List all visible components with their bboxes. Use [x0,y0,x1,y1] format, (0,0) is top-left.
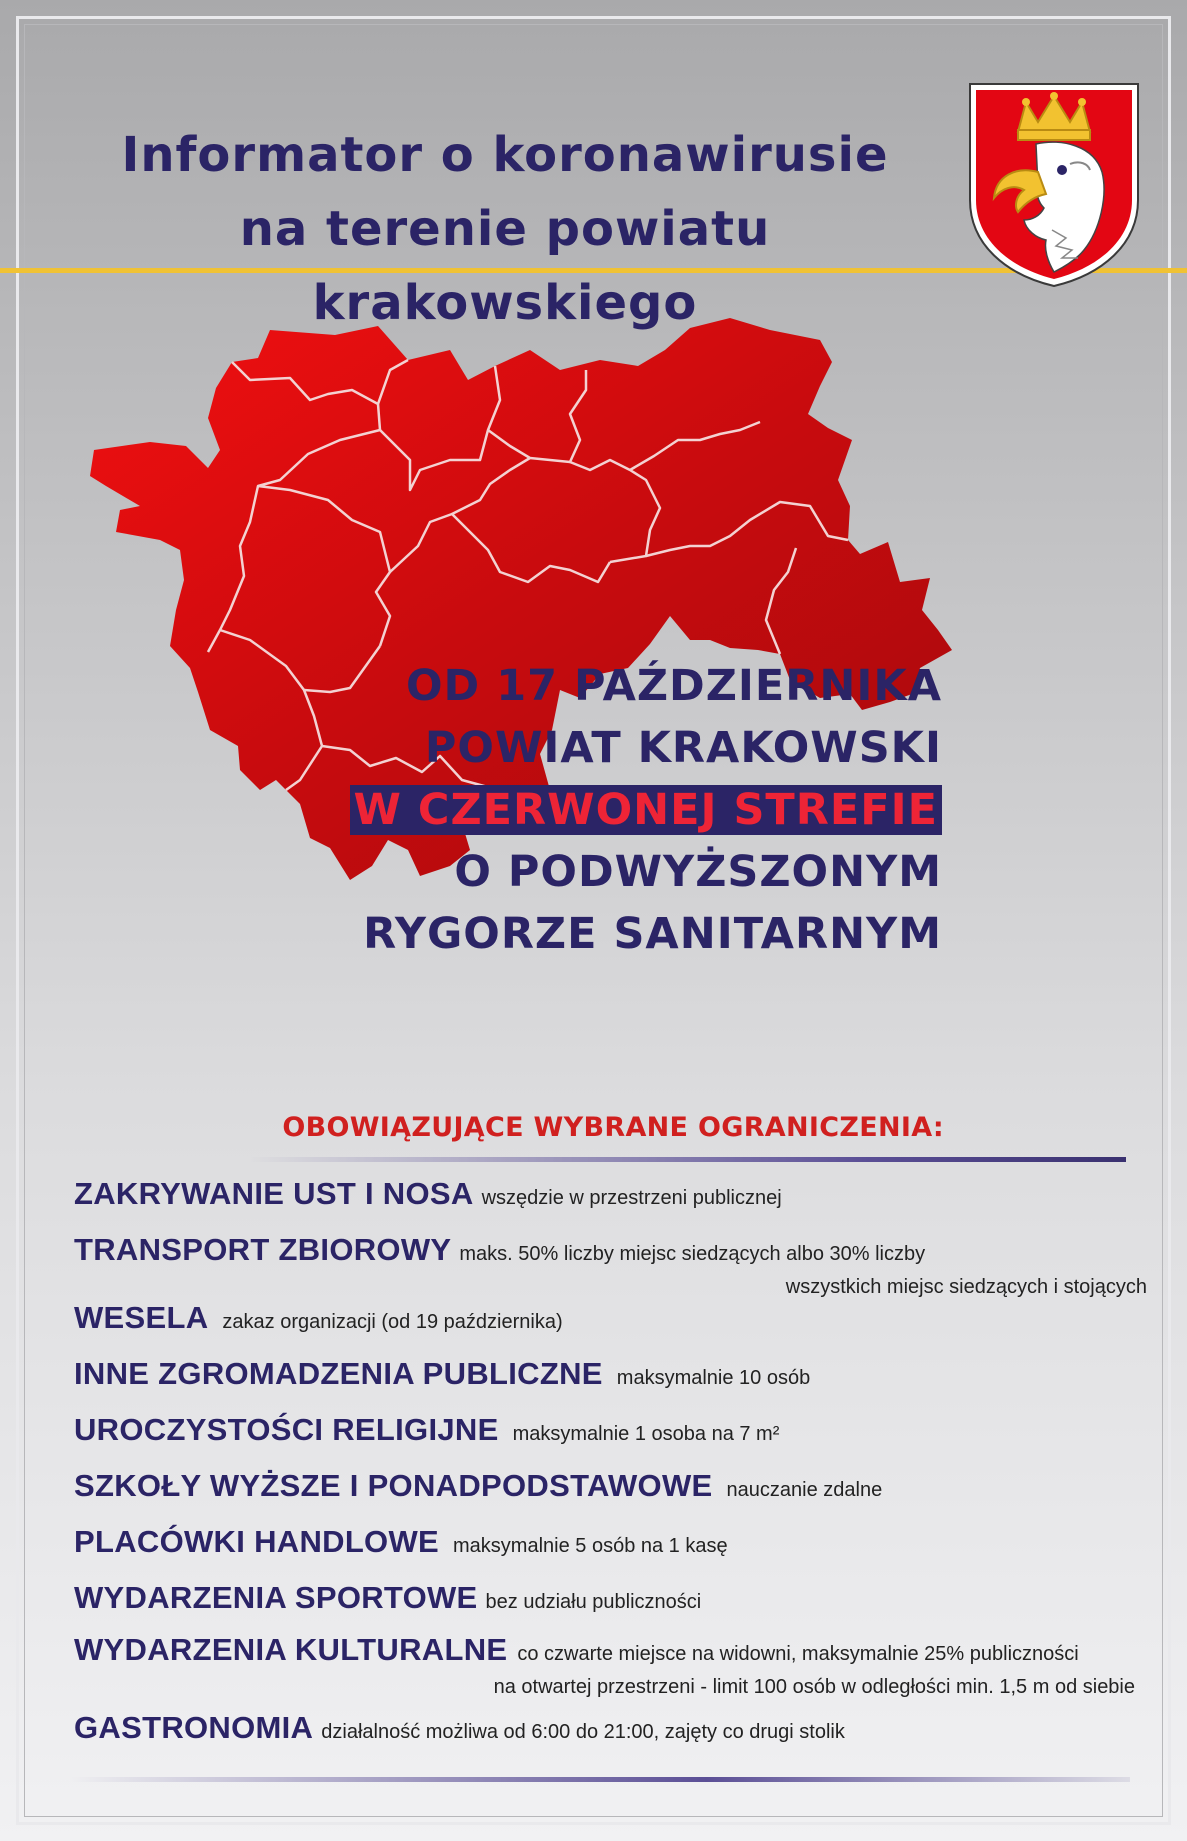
rule-name: WYDARZENIA KULTURALNE [74,1632,508,1667]
headline-line-5: RYGORZE SANITARNYM [363,909,942,959]
rule-name: INNE ZGROMADZENIA PUBLICZNE [74,1356,603,1391]
rule-name: TRANSPORT ZBIOROWY [74,1232,452,1267]
rule-public-transport [74,1232,925,1268]
rule-weddings [74,1300,563,1336]
rule-public-gatherings [74,1356,810,1392]
headline-highlight: W CZERWONEJ STREFIE [350,785,942,835]
rule-description: zakaz organizacji (od 19 października) [222,1311,563,1333]
rule-religious-ceremonies [74,1412,779,1448]
headline-line-2: POWIAT KRAKOWSKI [424,723,942,773]
poster-title [55,118,955,340]
rule-name: GASTRONOMIA [74,1710,314,1745]
rule-cultural-events [74,1632,1079,1668]
rule-description: działalność możliwa od 6:00 do 21:00, zajęty co drugi stolik [321,1721,845,1743]
rule-name: UROCZYSTOŚCI RELIGIJNE [74,1412,499,1447]
rule-description: maksymalnie 10 osób [616,1367,811,1389]
headline-line-1: OD 17 PAŹDZIERNIKA [406,661,942,711]
title-line-1: Informator o koronawirusie [121,127,889,183]
eagle-crest-icon [966,80,1142,290]
rule-description-cont: na otwartej przestrzeni - limit 100 osób w odległości min. 1,5 m od siebie [493,1676,1135,1698]
red-zone-headline [350,655,942,965]
rule-description: maksymalnie 1 osoba na 7 m² [512,1423,780,1445]
rule-description: maks. 50% liczby miejsc siedzących albo 30% liczby [459,1243,926,1265]
rule-name: PLACÓWKI HANDLOWE [74,1524,440,1559]
rule-shops [74,1524,728,1560]
rule-name: SZKOŁY WYŻSZE I PONADPODSTAWOWE [74,1468,713,1503]
rule-description: wszędzie w przestrzeni publicznej [481,1187,782,1209]
rule-description: maksymalnie 5 osób na 1 kasę [453,1535,728,1557]
rule-description: bez udziału publiczności [485,1591,702,1613]
rule-sport-events [74,1580,701,1616]
headline-line-4: O PODWYŻSZONYM [454,847,942,897]
rule-name: WESELA [74,1300,209,1335]
title-line-2: na terenie powiatu krakowskiego [239,201,771,331]
restrictions-heading: OBOWIĄZUJĄCE WYBRANE OGRANICZENIA: [282,1112,944,1143]
rule-description: co czwarte miejsce na widowni, maksymalnie 25% publiczności [517,1643,1079,1665]
rule-gastronomy [74,1710,845,1746]
rule-description: nauczanie zdalne [726,1479,883,1501]
bottom-divider [70,1777,1130,1782]
heading-divider [250,1157,1126,1162]
rule-face-covering [74,1176,782,1212]
rule-schools [74,1468,882,1504]
rule-name: WYDARZENIA SPORTOWE [74,1580,478,1615]
rule-name: ZAKRYWANIE UST I NOSA [74,1176,474,1211]
rule-description-cont: wszystkich miejsc siedzących i stojących [785,1276,1147,1298]
